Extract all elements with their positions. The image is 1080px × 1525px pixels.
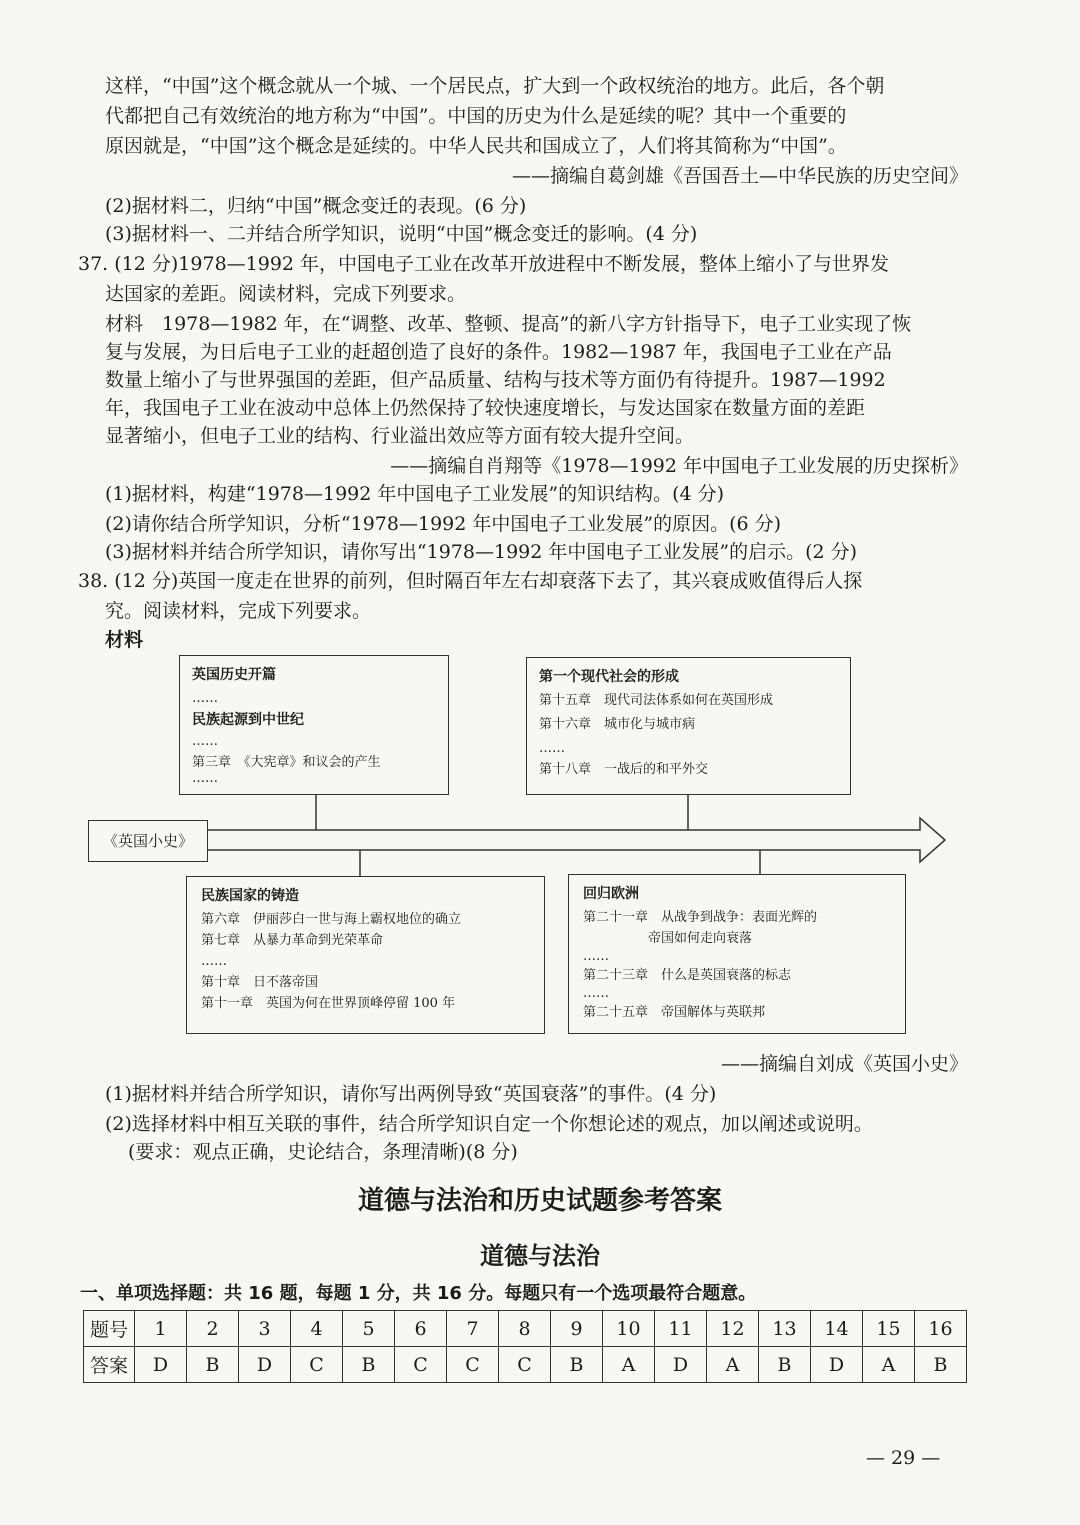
table-cell: A	[863, 1347, 915, 1383]
table-cell: 16	[915, 1311, 967, 1347]
box-line: ……	[539, 741, 565, 756]
answer-key-title: 道德与法治和历史试题参考答案	[357, 1186, 722, 1216]
box-line: 第十六章 城市化与城市病	[539, 717, 696, 732]
box-line: 第十八章 一战后的和平外交	[539, 762, 709, 777]
question-36-2: (2)据材料二，归纳“中国”概念变迁的表现。(6 分)	[105, 195, 527, 217]
box-title: 回归欧洲	[583, 886, 639, 902]
table-cell: 3	[239, 1311, 291, 1347]
question-38-stem: 38. (12 分)英国一度走在世界的前列，但时隔百年左右却衰落下去了，其兴衰成败值得后人探	[78, 570, 863, 592]
table-cell: 13	[759, 1311, 811, 1347]
text-line: 代都把自己有效统治的地方称为“中国”。中国的历史为什么是延续的呢？其中一个重要的	[105, 105, 847, 127]
box-return-to-europe	[568, 874, 906, 1034]
page-number: — 29 —	[866, 1447, 941, 1469]
table-row-answers	[84, 1347, 967, 1383]
table-cell: B	[187, 1347, 239, 1383]
box-title: 英国历史开篇	[192, 667, 276, 683]
table-cell: 15	[863, 1311, 915, 1347]
table-cell: D	[811, 1347, 863, 1383]
box-line: ……	[201, 954, 227, 969]
timeline-label: 《英国小史》	[88, 820, 208, 862]
table-cell: A	[707, 1347, 759, 1383]
box-line: 民族起源到中世纪	[192, 712, 304, 728]
box-line: 第十五章 现代司法体系如何在英国形成	[539, 693, 774, 708]
box-title: 第一个现代社会的形成	[539, 669, 679, 685]
table-row-numbers	[84, 1311, 967, 1347]
text-line: 这样，“中国”这个概念就从一个城、一个居民点，扩大到一个政权统治的地方。此后，各个朝	[105, 75, 885, 97]
source-citation: ——摘编自肖翔等《1978—1992 年中国电子工业发展的历史探析》	[390, 455, 968, 477]
table-cell: 12	[707, 1311, 759, 1347]
box-line: ……	[192, 691, 218, 706]
box-line: ……	[583, 949, 609, 964]
material-37-line: 年，我国电子工业在波动中总体上仍然保持了较快速度增长，与发达国家在数量方面的差距	[105, 397, 866, 419]
box-line: 第二十三章 什么是英国衰落的标志	[583, 968, 792, 983]
table-cell: 14	[811, 1311, 863, 1347]
table-cell: B	[759, 1347, 811, 1383]
question-37-3: (3)据材料并结合所学知识，请你写出“1978—1992 年中国电子工业发展”的启示。(2 分)	[105, 541, 858, 563]
box-line: 第二十五章 帝国解体与英联邦	[583, 1005, 766, 1020]
table-cell: 1	[135, 1311, 187, 1347]
box-line: 第六章 伊丽莎白一世与海上霸权地位的确立	[201, 912, 462, 927]
box-line: 第三章 《大宪章》和议会的产生	[192, 755, 381, 770]
box-line: 帝国如何走向衰落	[583, 931, 753, 946]
answer-table	[83, 1310, 967, 1383]
table-cell: C	[447, 1347, 499, 1383]
question-37-1: (1)据材料，构建“1978—1992 年中国电子工业发展”的知识结构。(4 分)	[105, 483, 725, 505]
row-header: 题号	[84, 1311, 135, 1347]
table-cell: 11	[655, 1311, 707, 1347]
source-citation: ——摘编自刘成《英国小史》	[720, 1053, 968, 1075]
material-37-line: 数量上缩小了与世界强国的差距，但产品质量、结构与技术等方面仍有待提升。1987—1992	[105, 369, 886, 391]
box-line: 第二十一章 从战争到战争：表面光辉的	[583, 910, 818, 925]
table-cell: 6	[395, 1311, 447, 1347]
table-cell: B	[551, 1347, 603, 1383]
question-36-3: (3)据材料一、二并结合所学知识，说明“中国”概念变迁的影响。(4 分)	[105, 223, 698, 245]
box-line: 第十章 日不落帝国	[201, 975, 319, 990]
table-cell: 9	[551, 1311, 603, 1347]
table-cell: B	[915, 1347, 967, 1383]
question-38-2-requirements: (要求：观点正确，史论结合，条理清晰)(8 分)	[128, 1141, 518, 1163]
question-37-stem-cont: 达国家的差距。阅读材料，完成下列要求。	[105, 283, 467, 305]
material-37-line: 复与发展，为日后电子工业的赶超创造了良好的条件。1982—1987 年，我国电子工业在产品	[105, 341, 892, 363]
table-cell: C	[291, 1347, 343, 1383]
question-38-1: (1)据材料并结合所学知识，请你写出两例导致“英国衰落”的事件。(4 分)	[105, 1083, 717, 1105]
table-cell: D	[135, 1347, 187, 1383]
box-title: 民族国家的铸造	[201, 888, 299, 904]
table-cell: C	[499, 1347, 551, 1383]
table-cell: D	[239, 1347, 291, 1383]
box-nation-state	[186, 876, 545, 1034]
table-cell: B	[343, 1347, 395, 1383]
box-english-history-opening	[179, 655, 449, 795]
text-line: 原因就是，“中国”这个概念是延续的。中华人民共和国成立了，人们将其简称为“中国”。	[105, 135, 847, 157]
table-cell: C	[395, 1347, 447, 1383]
table-cell: 8	[499, 1311, 551, 1347]
box-line: ……	[583, 986, 609, 1001]
table-cell: 4	[291, 1311, 343, 1347]
table-cell: 5	[343, 1311, 395, 1347]
row-header: 答案	[84, 1347, 135, 1383]
answer-key-subtitle: 道德与法治	[480, 1242, 600, 1270]
question-38-stem-cont: 究。阅读材料，完成下列要求。	[105, 600, 372, 622]
box-line: ……	[192, 771, 218, 786]
material-37-line: 材料 1978—1982 年，在“调整、改革、整顿、提高”的新八字方针指导下，电子工业实现了恢	[105, 313, 912, 335]
table-cell: D	[655, 1347, 707, 1383]
box-modern-society	[526, 657, 851, 795]
question-38-2: (2)选择材料中相互关联的事件，结合所学知识自定一个你想论述的观点，加以阐述或说明。	[105, 1113, 873, 1135]
box-line: ……	[192, 734, 218, 749]
material-37-line: 显著缩小，但电子工业的结构、行业溢出效应等方面有较大提升空间。	[105, 425, 695, 447]
material-label: 材料	[105, 629, 144, 651]
source-citation: ——摘编自葛剑雄《吾国吾土—中华民族的历史空间》	[511, 165, 968, 187]
table-cell: 2	[187, 1311, 239, 1347]
table-cell: 10	[603, 1311, 655, 1347]
section-heading: 一、单项选择题：共 16 题，每题 1 分，共 16 分。每题只有一个选项最符合题意。	[80, 1283, 757, 1304]
box-line: 第十一章 英国为何在世界顶峰停留 100 年	[201, 996, 456, 1011]
box-line: 第七章 从暴力革命到光荣革命	[201, 933, 384, 948]
question-37-2: (2)请你结合所学知识，分析“1978—1992 年中国电子工业发展”的原因。(6 分)	[105, 513, 782, 535]
question-37-stem: 37. (12 分)1978—1992 年，中国电子工业在改革开放进程中不断发展，整体上缩小了与世界发	[78, 253, 890, 275]
table-cell: A	[603, 1347, 655, 1383]
table-cell: 7	[447, 1311, 499, 1347]
